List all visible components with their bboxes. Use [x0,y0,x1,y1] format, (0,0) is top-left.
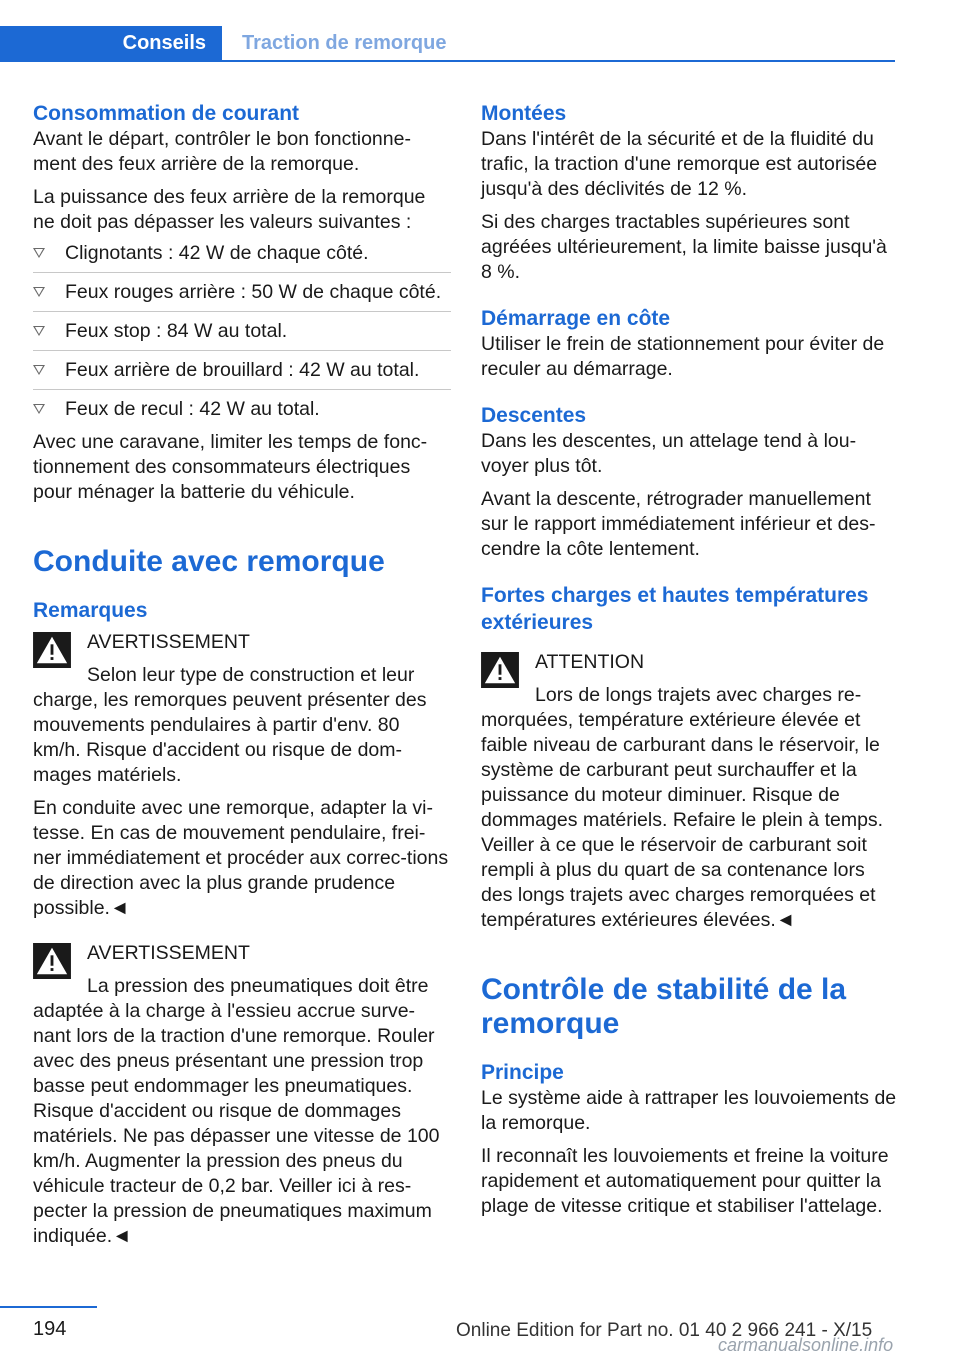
paragraph: Avant la descente, rétrograder manuellement sur le rapport immédiatement inférieur et des-cendre la côte lentement. [481,488,876,560]
footer-divider [0,1306,97,1308]
paragraph: Le système aide à rattraper les louvoiements de la remorque. [481,1087,897,1134]
list-item: Feux stop : 84 W au total. [33,319,451,351]
warning-triangle-icon [33,632,71,668]
paragraph: En conduite avec une remorque, adapter la vi-tesse. En cas de mouvement pendulaire, frei-ner immédiatement et procéder aux correc-tions de direction avec la plus grande prudence possible.◄ [33,797,449,919]
right-column [481,100,899,1219]
attention-text: morquées, température extérieure élevée et faible niveau de carburant dans le réservoir, le système de carburant peut surchauffer et la puissance du moteur diminuer. Risque de dommages matériels. Refaire le plein à temps. Veiller à ce que le réservoir de carburant soit rempli à plus du quart de sa contenance lors des longs trajets avec charges remorquées et températures extérieures élevées.◄ [481,709,884,931]
triangle-bullet-icon [33,326,45,336]
triangle-bullet-icon [33,365,45,375]
heading-conduite-avec-remorque: Conduite avec remorque [33,545,385,578]
header-divider [0,60,895,62]
attention-title: ATTENTION [535,651,645,673]
tab-conseils[interactable]: Conseils [0,26,222,60]
warning-text: charge, les remorques peuvent présenter des mouvements pendulaires à partir d'env. 80 km/h. Risque d'accident ou risque de dom-mages matériels. [33,689,427,786]
warning-text: adaptée à la charge à l'essieu accrue surve-nant lors de la traction d'une remorque. Rouler avec des pneus présentant une pression trop basse peut endommager les pneumatiques. Risque d'accident ou risque de dommages matériels. Ne pas dépasser une vitesse de 100 km/h. Augmenter la pression des pneus du véhicule tracteur de 0,2 bar. Veiller ici à res-pecter la pression de pneumatiques maximum indiquée.◄ [33,1000,440,1247]
left-column [33,100,451,1249]
list-item: Feux de recul : 42 W au total. [33,397,451,422]
warning-text-first: Selon leur type de construction et leur [87,664,415,686]
warning-triangle-icon [33,943,71,979]
warning-text-first: La pression des pneumatiques doit être [87,975,429,997]
heading-montees: Montées [481,102,567,125]
paragraph: Dans l'intérêt de la sécurité et de la fluidité du trafic, la traction d'une remorque est autorisée jusqu'à des déclivités de 12 %. [481,128,878,200]
watermark: carmanualsonline.info [718,1335,894,1355]
edition-note: Online Edition for Part no. 01 40 2 966 241 - X/15 [456,1320,873,1341]
paragraph: Avant le départ, contrôler le bon fonctionne-ment des feux arrière de la remorque. [33,128,411,175]
list-item: Feux arrière de brouillard : 42 W au total. [33,358,451,390]
warning-block [33,941,451,1249]
attention-text-first: Lors de longs trajets avec charges re- [535,684,862,706]
heading-fortes-charges: Fortes charges et hautes températures extérieures [481,584,869,634]
paragraph: La puissance des feux arrière de la remorque ne doit pas dépasser les valeurs suivantes : [33,186,426,233]
heading-demarrage-en-cote: Démarrage en côte [481,307,671,330]
attention-block [481,650,899,933]
paragraph: Utiliser le frein de stationnement pour éviter de reculer au démarrage. [481,333,885,380]
paragraph: Avec une caravane, limiter les temps de fonc-tionnement des consommateurs électriques pour ménager la batterie du véhicule. [33,431,428,503]
triangle-bullet-icon [33,404,45,414]
heading-remarques: Remarques [33,599,148,622]
list-item: Feux rouges arrière : 50 W de chaque côté. [33,280,451,312]
heading-principe: Principe [481,1061,564,1084]
paragraph: Dans les descentes, un attelage tend à lou-voyer plus tôt. [481,430,857,477]
paragraph: Il reconnaît les louvoiements et freine la voiture rapidement et automatiquement pour quitter la plage de vitesse critique et stabiliser l'attelage. [481,1145,889,1217]
warning-block [33,630,451,788]
heading-consommation: Consommation de courant [33,102,300,125]
page-header [0,26,895,62]
list-item: Clignotants : 42 W de chaque côté. [33,241,451,273]
heading-descentes: Descentes [481,404,587,427]
bullet-list [33,241,451,422]
warning-title: AVERTISSEMENT [87,942,250,964]
warning-triangle-icon [481,652,519,688]
triangle-bullet-icon [33,248,45,258]
paragraph: Si des charges tractables supérieures sont agréées ultérieurement, la limite baisse jusqu'à 8 %. [481,211,887,283]
page-number: 194 [33,1318,67,1340]
triangle-bullet-icon [33,287,45,297]
heading-controle-de-stabilite: Contrôle de stabilité de la remorque [481,973,847,1040]
warning-title: AVERTISSEMENT [87,631,250,653]
tab-traction-de-remorque[interactable]: Traction de remorque [242,31,447,54]
